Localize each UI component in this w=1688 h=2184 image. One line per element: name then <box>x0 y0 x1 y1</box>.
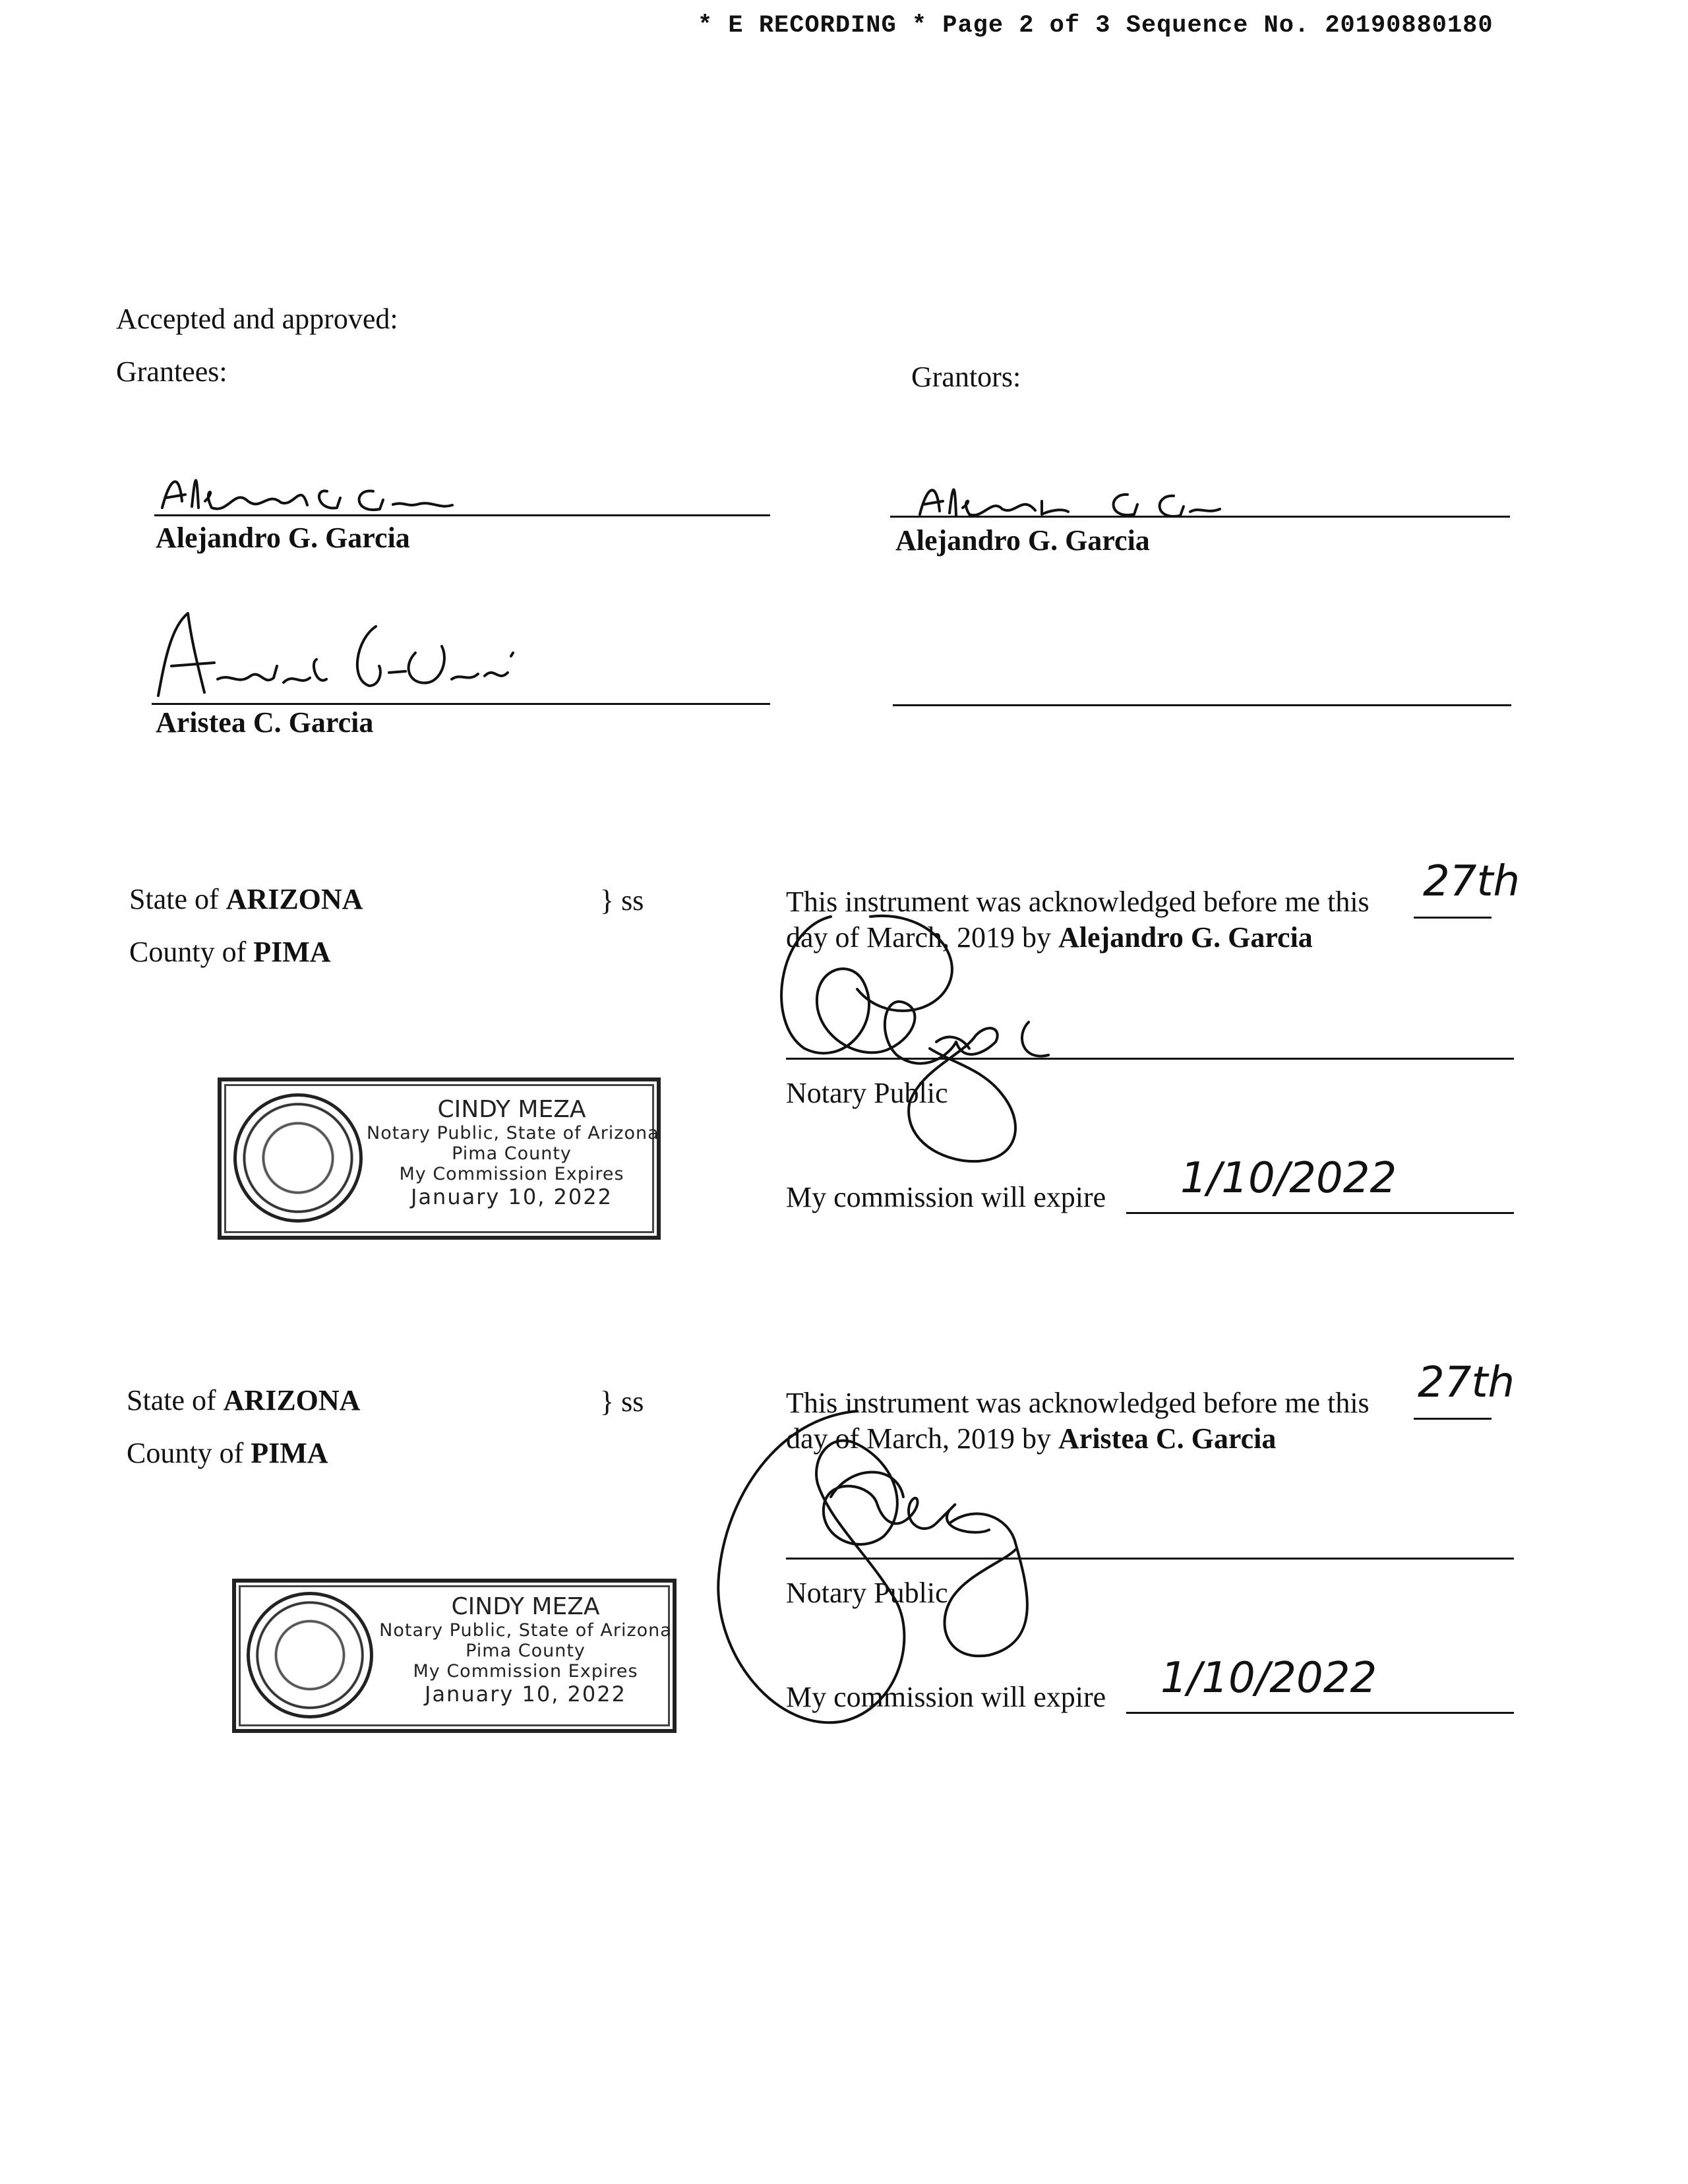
ack-line-2-prefix: day of March, 2019 by <box>786 921 1052 954</box>
ack-text: This instrument was acknowledged before me this <box>786 1387 1370 1419</box>
grantee-1-name: Alejandro G. Garcia <box>156 522 410 554</box>
stamp-notary-name: CINDY MEZA <box>437 1096 586 1123</box>
stamp-notary-title: Notary Public, State of Arizona <box>379 1620 672 1641</box>
notary-stamp <box>232 1579 677 1733</box>
county-name: PIMA <box>251 1437 328 1469</box>
county-name: PIMA <box>253 936 331 968</box>
grantor-1-name: Alejandro G. Garcia <box>895 524 1150 557</box>
county-line <box>129 935 331 970</box>
commission-date-handwritten: 1/10/2022 <box>1180 1154 1397 1203</box>
ss-mark: } ss <box>600 1385 644 1418</box>
stamp-county: Pima County <box>452 1143 572 1165</box>
recording-header: * E RECORDING * Page 2 of 3 Sequence No. 20190880180 <box>698 12 1493 40</box>
commission-date-line <box>1126 1212 1514 1214</box>
stamp-text <box>367 1096 657 1209</box>
commission-label: My commission will expire <box>786 1181 1106 1213</box>
notary-2-signature-line <box>786 1558 1514 1560</box>
accepted-label: Accepted and approved: <box>116 303 398 335</box>
county-prefix: County of <box>129 936 247 968</box>
commission-date-line <box>1126 1712 1514 1714</box>
notary-public-label: Notary Public <box>786 1577 948 1609</box>
grantees-label: Grantees: <box>116 355 227 388</box>
county-line <box>127 1436 328 1471</box>
state-name: ARIZONA <box>223 1384 361 1416</box>
state-prefix: State of <box>127 1384 216 1416</box>
stamp-expires-date: January 10, 2022 <box>425 1681 626 1707</box>
notary-1-signature-line <box>786 1058 1514 1060</box>
grantor-1-signature <box>910 468 1306 528</box>
grantor-1-signature-line <box>890 516 1510 518</box>
grantor-2-signature-line <box>893 704 1511 706</box>
grantors-label: Grantors: <box>911 361 1021 393</box>
ack-text: This instrument was acknowledged before me this <box>786 886 1370 918</box>
stamp-expires-label: My Commission Expires <box>413 1661 638 1682</box>
stamp-expires-date: January 10, 2022 <box>411 1184 613 1209</box>
grantee-2-signature <box>152 600 560 699</box>
ack-signer: Alejandro G. Garcia <box>1058 921 1313 954</box>
ack-day-line <box>1414 917 1492 919</box>
stamp-notary-title: Notary Public, State of Arizona <box>367 1123 659 1144</box>
grantee-1-signature <box>156 462 551 521</box>
ack-signer: Aristea C. Garcia <box>1058 1422 1277 1455</box>
state-line <box>129 882 363 917</box>
ack-day-handwritten: 27th <box>1418 1358 1515 1407</box>
notary-public-label: Notary Public <box>786 1077 948 1109</box>
arizona-seal-icon <box>247 1592 373 1718</box>
notary-1-signature <box>752 890 1121 1167</box>
commission-date-handwritten: 1/10/2022 <box>1160 1654 1377 1703</box>
grantee-2-name: Aristea C. Garcia <box>156 706 374 739</box>
notary-stamp <box>218 1077 661 1240</box>
stamp-expires-label: My Commission Expires <box>399 1164 624 1185</box>
ss-mark: } ss <box>600 884 644 917</box>
stamp-county: Pima County <box>466 1641 586 1662</box>
ack-day-handwritten: 27th <box>1423 857 1521 906</box>
grantee-1-signature-line <box>154 514 770 516</box>
stamp-text <box>377 1593 674 1706</box>
arizona-seal-icon <box>233 1093 363 1223</box>
state-prefix: State of <box>129 883 219 915</box>
grantee-2-signature-line <box>152 703 770 705</box>
ack-line-2-prefix: day of March, 2019 by <box>786 1422 1052 1455</box>
state-name: ARIZONA <box>226 883 363 915</box>
stamp-notary-name: CINDY MEZA <box>451 1593 600 1620</box>
commission-label: My commission will expire <box>786 1681 1106 1713</box>
county-prefix: County of <box>127 1437 244 1469</box>
ack-day-line <box>1414 1418 1492 1420</box>
state-line <box>127 1383 360 1418</box>
